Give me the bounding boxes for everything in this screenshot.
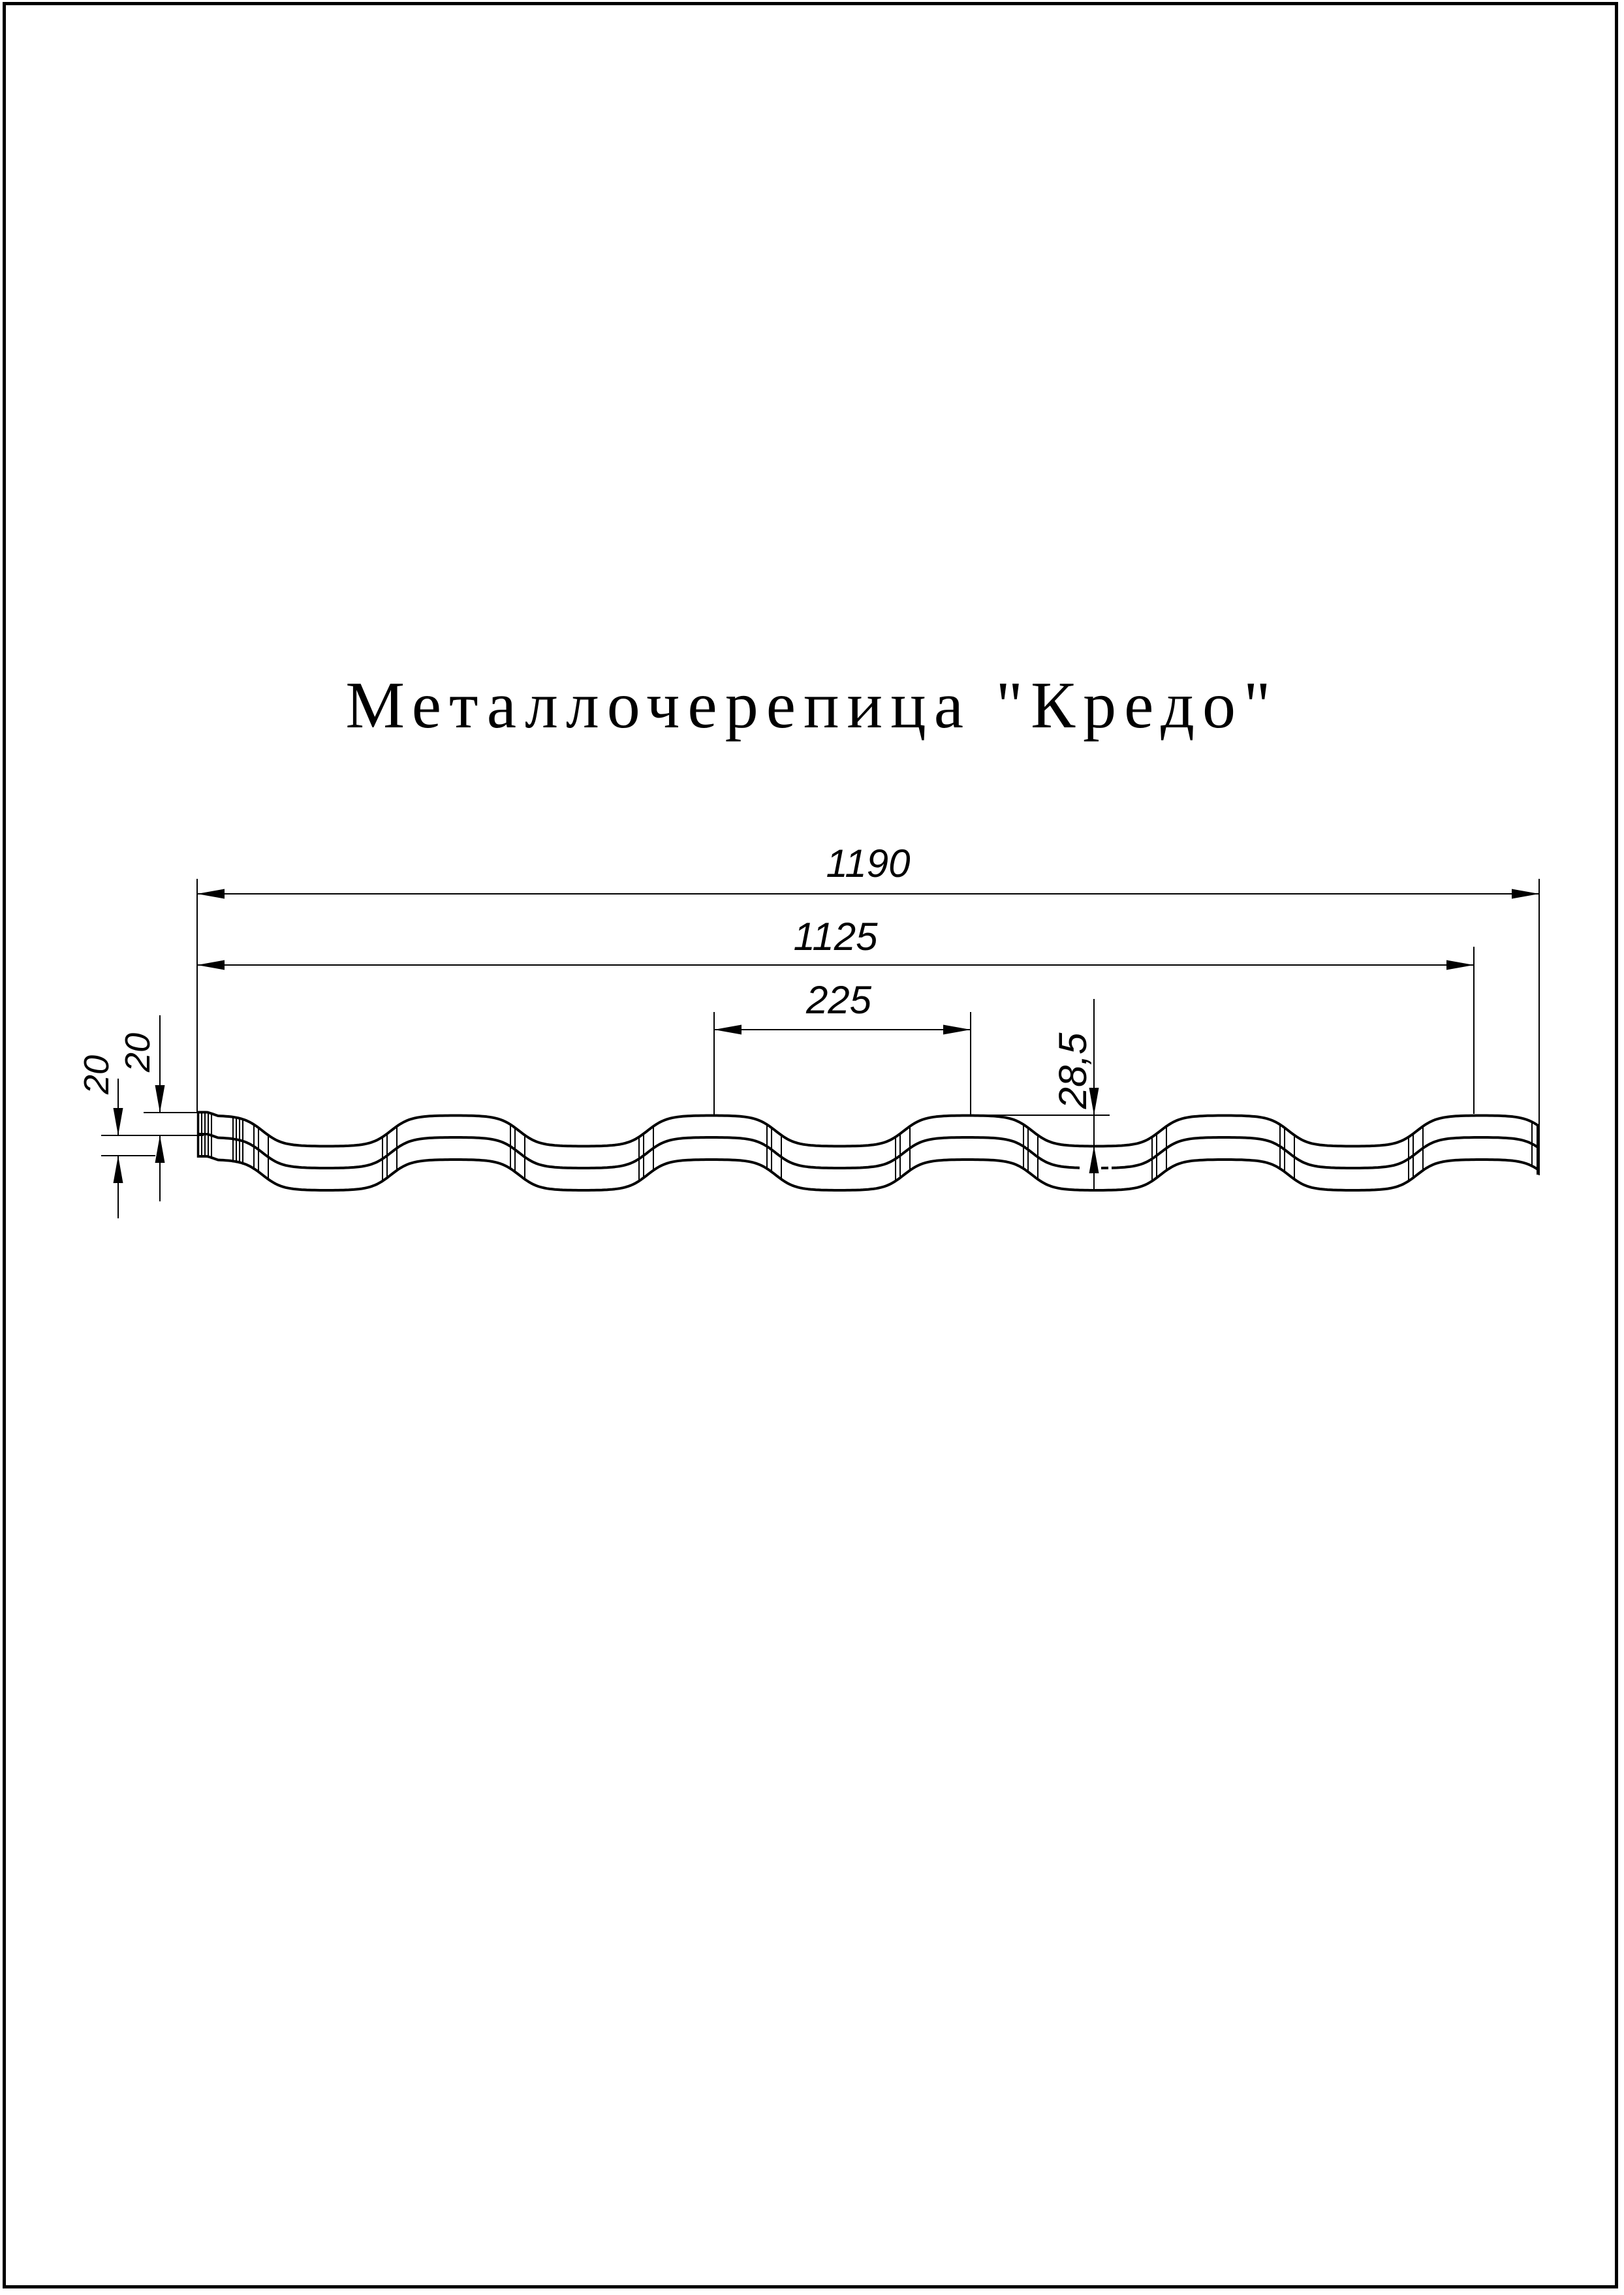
arrowhead (197, 960, 225, 970)
label-wave-height: 28,5 (1051, 1032, 1095, 1109)
arrowhead (114, 1156, 123, 1183)
profile-top-line (197, 1113, 1539, 1147)
profile-bottom-line (197, 1156, 1539, 1190)
drawing-title: Металлочерепица "Кредо" (345, 669, 1279, 742)
label-wave-pitch: 225 (805, 978, 872, 1022)
arrowhead (1446, 960, 1474, 970)
dimension-labels (77, 842, 1095, 1109)
label-total-width: 1190 (826, 842, 911, 885)
tile-profile-section (197, 1111, 1539, 1191)
arrowhead (155, 1085, 165, 1113)
arrowhead (1089, 1146, 1099, 1173)
arrowhead (714, 1025, 742, 1035)
arrowhead (943, 1025, 971, 1035)
label-working-width: 1125 (793, 915, 878, 958)
arrowhead (155, 1135, 165, 1163)
label-edge-height-lower: 20 (77, 1054, 116, 1095)
arrowhead (114, 1108, 123, 1135)
arrowhead (197, 889, 225, 899)
label-edge-height-upper: 20 (118, 1032, 157, 1073)
profile-middle-line (1112, 1137, 1539, 1168)
arrowhead (1512, 889, 1539, 899)
